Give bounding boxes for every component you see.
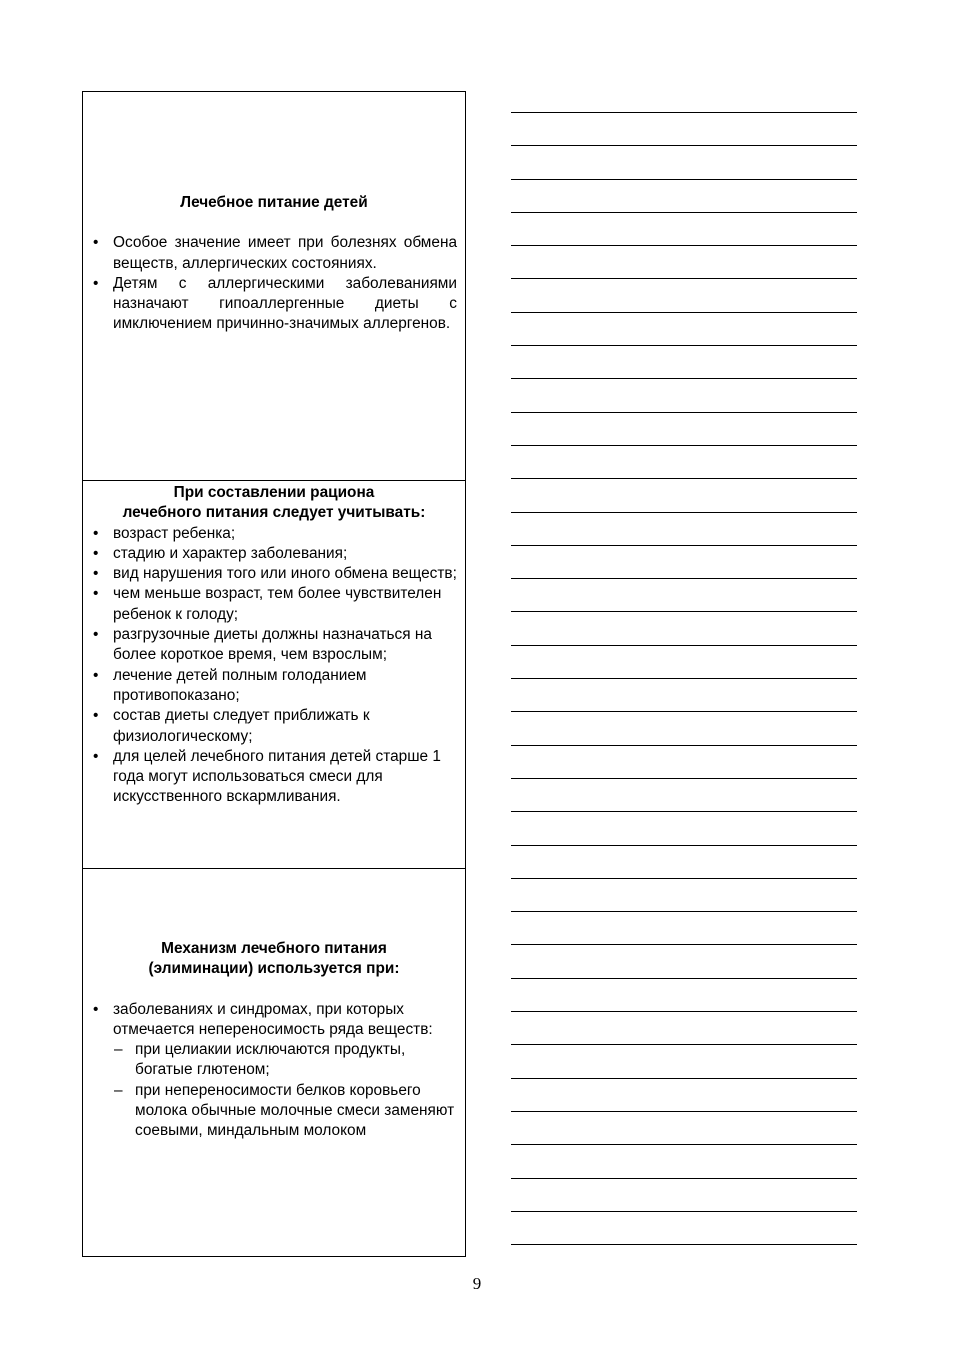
- note-line: [511, 1144, 857, 1177]
- note-line: [511, 878, 857, 911]
- list-item: • разгрузочные диеты должны назначаться на более короткое время, чем взрослым;: [91, 625, 457, 666]
- note-line: [511, 112, 857, 145]
- note-line: [511, 278, 857, 311]
- notes-lines: [511, 112, 857, 1277]
- list-item: • Детям с аллергическими заболеваниями назначают гипоаллергенные диеты с имключением причинно-значимых аллергенов.: [91, 274, 457, 335]
- note-line: [511, 345, 857, 378]
- note-line: [511, 745, 857, 778]
- slides-column: [82, 91, 466, 1257]
- list-item: • состав диеты следует приближать к физиологическому;: [91, 706, 457, 747]
- list-item: • для целей лечебного питания детей старше 1 года могут использоваться смеси для искусственного вскармливания.: [91, 747, 457, 808]
- note-line: [511, 944, 857, 977]
- bullet-list: [91, 524, 457, 808]
- note-line: [511, 1178, 857, 1211]
- note-line: [511, 1244, 857, 1277]
- note-line: [511, 1044, 857, 1077]
- note-line: [511, 911, 857, 944]
- slide-therapeutic-nutrition: [83, 92, 465, 480]
- note-line: [511, 845, 857, 878]
- page-number: 9: [472, 1274, 482, 1293]
- note-line: [511, 545, 857, 578]
- list-item: • вид нарушения того или иного обмена веществ;: [91, 564, 457, 584]
- list-item: • стадию и характер заболевания;: [91, 544, 457, 564]
- slide-diet-considerations: [83, 480, 465, 868]
- slide-elimination-mechanism: [83, 868, 465, 1256]
- list-item-text: заболеваниях и синдромах, при которых отмечается непереносимость ряда веществ:: [113, 1000, 433, 1038]
- note-line: [511, 1011, 857, 1044]
- note-line: [511, 1111, 857, 1144]
- list-item: • возраст ребенка;: [91, 524, 457, 544]
- list-item: • лечение детей полным голоданием противопоказано;: [91, 666, 457, 707]
- note-line: [511, 1078, 857, 1111]
- note-line: [511, 478, 857, 511]
- note-line: [511, 179, 857, 212]
- note-line: [511, 378, 857, 411]
- slide-title-line2: лечебного питания следует учитывать:: [122, 504, 426, 522]
- note-line: [511, 312, 857, 345]
- note-line: [511, 512, 857, 545]
- sub-list-item: – при целиакии исключаются продукты, богатые глютеном;: [113, 1040, 457, 1081]
- slide-title-line1: Механизм лечебного питания: [161, 940, 387, 957]
- note-line: [511, 212, 857, 245]
- list-item: [91, 1000, 457, 1041]
- note-line: [511, 778, 857, 811]
- note-line: [511, 811, 857, 844]
- note-line: [511, 1211, 857, 1244]
- note-line: [511, 711, 857, 744]
- note-line: [511, 412, 857, 445]
- note-line: [511, 245, 857, 278]
- note-line: [511, 678, 857, 711]
- note-line: [511, 645, 857, 678]
- list-item: • чем меньше возраст, тем более чувствителен ребенок к голоду;: [91, 584, 457, 625]
- slide-title-line1: При составлении рациона: [173, 484, 375, 501]
- note-line: [511, 978, 857, 1011]
- sub-list: [113, 1040, 457, 1141]
- note-line: [511, 611, 857, 644]
- note-line: [511, 578, 857, 611]
- note-line: [511, 445, 857, 478]
- slide-title-line2: (элиминации) используется при:: [148, 960, 400, 978]
- slide-title: Лечебное питание детей: [180, 194, 368, 211]
- list-item: • Особое значение имеет при болезнях обмена веществ, аллергических состояниях.: [91, 233, 457, 274]
- bullet-list: [91, 233, 457, 334]
- bullet-list: [91, 1000, 457, 1041]
- note-line: [511, 145, 857, 178]
- sub-list-item: – при непереносимости белков коровьего молока обычные молочные смеси заменяют соевыми, миндальным молоком: [113, 1081, 457, 1142]
